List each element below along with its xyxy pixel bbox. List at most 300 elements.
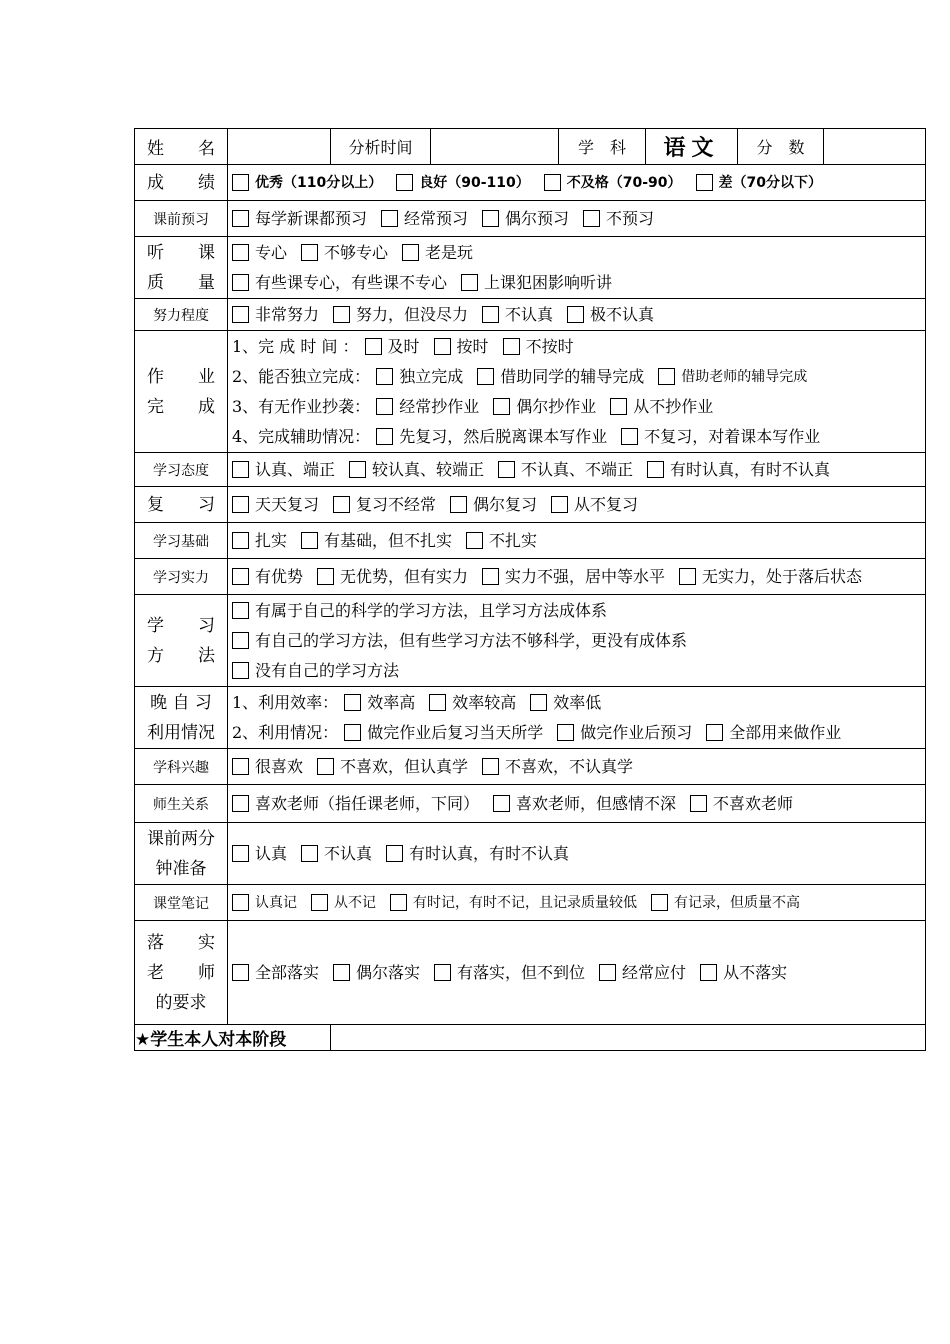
form-row — [135, 823, 926, 885]
option-prefix: 1、利用效率： — [232, 692, 339, 712]
checkbox[interactable] — [651, 894, 668, 911]
checkbox-option[interactable] — [647, 455, 830, 485]
checkbox[interactable] — [450, 496, 467, 513]
checkbox[interactable] — [599, 964, 616, 981]
row-label — [135, 201, 228, 237]
form-row — [135, 201, 926, 237]
options-cell — [228, 201, 926, 237]
checkbox[interactable] — [333, 496, 350, 513]
checkbox-option[interactable] — [386, 839, 569, 869]
checkbox-option[interactable] — [390, 888, 637, 918]
checkbox-label: 不喜欢，不认真学 — [505, 756, 634, 776]
checkbox-option[interactable] — [498, 455, 633, 485]
analysis-time-field[interactable] — [431, 129, 559, 165]
checkbox-option[interactable] — [544, 168, 682, 198]
options-cell — [228, 921, 926, 1025]
checkbox-label: 天天复习 — [255, 494, 320, 514]
self-assessment-label: ★学生本人对本阶段 — [135, 1025, 331, 1051]
checkbox-label: 无优势，但有实力 — [340, 566, 469, 586]
checkbox[interactable] — [232, 602, 249, 619]
checkbox-label: 实力不强，居中等水平 — [505, 566, 666, 586]
checkbox[interactable] — [493, 795, 510, 812]
row-label — [135, 165, 228, 201]
checkbox-label: 不复习，对着课本写作业 — [644, 426, 821, 446]
checkbox-option[interactable] — [232, 839, 287, 869]
checkbox-option[interactable] — [551, 490, 638, 520]
checkbox-option[interactable] — [232, 490, 319, 520]
checkbox-option[interactable] — [658, 362, 807, 392]
checkbox-option[interactable] — [679, 562, 862, 592]
row-label-line: 的要求 — [155, 992, 207, 1013]
row-label — [135, 749, 228, 785]
checkbox-option[interactable] — [700, 958, 787, 988]
checkbox[interactable] — [583, 210, 600, 227]
checkbox-option[interactable] — [381, 204, 468, 234]
checkbox-label: 认真、端正 — [255, 459, 336, 479]
header-row — [135, 129, 926, 165]
row-label-line: 复 习 — [147, 494, 215, 515]
checkbox-option[interactable] — [232, 526, 287, 556]
checkbox-option[interactable] — [434, 958, 585, 988]
checkbox-label: 有属于自己的科学的学习方法，且学习方法成体系 — [255, 600, 608, 620]
option-line — [232, 455, 921, 485]
checkbox[interactable] — [696, 174, 713, 191]
checkbox-label: 全部用来做作业 — [729, 722, 842, 742]
checkbox-label: 按时 — [456, 336, 489, 356]
option-line — [232, 562, 921, 592]
checkbox-label: 上课犯困影响听讲 — [484, 272, 613, 292]
checkbox[interactable] — [567, 306, 584, 323]
checkbox-option[interactable] — [232, 300, 319, 330]
form-row — [135, 885, 926, 921]
checkbox-option[interactable] — [232, 562, 303, 592]
options-cell — [228, 823, 926, 885]
checkbox-option[interactable] — [493, 392, 596, 422]
option-prefix: 3、有无作业抄袭： — [232, 396, 371, 416]
checkbox-label: 有时记，有时不记，且记录质量较低 — [413, 894, 637, 911]
checkbox[interactable] — [232, 795, 249, 812]
checkbox-option[interactable] — [232, 204, 367, 234]
checkbox[interactable] — [700, 964, 717, 981]
options-cell — [228, 595, 926, 687]
checkbox-option[interactable] — [434, 332, 489, 362]
checkbox-option[interactable] — [317, 562, 468, 592]
checkbox[interactable] — [434, 964, 451, 981]
checkbox-label: 从不记 — [334, 894, 376, 911]
checkbox-label: 不够专心 — [324, 242, 389, 262]
checkbox[interactable] — [232, 274, 249, 291]
checkbox-label: 有落实，但不到位 — [457, 962, 586, 982]
checkbox-label: 偶尔复习 — [473, 494, 538, 514]
checkbox-label: 不认真 — [505, 304, 554, 324]
checkbox[interactable] — [232, 496, 249, 513]
row-label — [135, 487, 228, 523]
checkbox[interactable] — [679, 568, 696, 585]
option-line — [232, 789, 921, 819]
form-row — [135, 165, 926, 201]
checkbox[interactable] — [482, 306, 499, 323]
row-label-line: 落 实 — [147, 932, 215, 953]
row-label-line: 课前预习 — [153, 211, 209, 228]
checkbox-label: 效率高 — [367, 692, 416, 712]
checkbox[interactable] — [658, 368, 675, 385]
checkbox-option[interactable] — [301, 238, 388, 268]
checkbox-label: 无实力，处于落后状态 — [702, 566, 863, 586]
checkbox[interactable] — [232, 964, 249, 981]
checkbox-option[interactable] — [232, 958, 319, 988]
checkbox-option[interactable] — [621, 422, 820, 452]
row-label — [135, 331, 228, 453]
checkbox[interactable] — [503, 338, 520, 355]
row-label-line: 师生关系 — [153, 796, 209, 813]
checkbox-label: 独立完成 — [399, 366, 464, 386]
checkbox-option[interactable] — [349, 455, 484, 485]
option-prefix: 2、能否独立完成： — [232, 366, 371, 386]
option-line — [232, 888, 921, 918]
checkbox[interactable] — [376, 368, 393, 385]
checkbox-label: 优秀（110分以上） — [255, 174, 383, 191]
checkbox[interactable] — [344, 694, 361, 711]
checkbox-label: 差（70分以下） — [718, 174, 823, 191]
checkbox-option[interactable] — [651, 888, 800, 918]
option-line — [232, 656, 921, 686]
row-label-line: 课前两分 — [147, 828, 215, 849]
checkbox-option[interactable] — [450, 490, 537, 520]
checkbox-option[interactable] — [333, 490, 436, 520]
checkbox-label: 不喜欢老师 — [713, 793, 794, 813]
checkbox-option[interactable] — [232, 268, 447, 298]
checkbox-label: 很喜欢 — [255, 756, 304, 776]
checkbox[interactable] — [482, 758, 499, 775]
checkbox[interactable] — [301, 845, 318, 862]
options-cell — [228, 237, 926, 299]
option-line — [232, 168, 921, 198]
option-line — [232, 332, 921, 362]
option-line — [232, 688, 921, 718]
checkbox[interactable] — [493, 398, 510, 415]
options-cell — [228, 687, 926, 749]
option-line — [232, 958, 921, 988]
checkbox-label: 经常抄作业 — [399, 396, 480, 416]
checkbox-option[interactable] — [429, 688, 516, 718]
checkbox-label: 做完作业后复习当天所学 — [367, 722, 544, 742]
row-label — [135, 595, 228, 687]
footer-row — [135, 1025, 926, 1051]
row-label — [135, 453, 228, 487]
checkbox-option[interactable] — [232, 888, 297, 918]
checkbox-option[interactable] — [333, 300, 468, 330]
checkbox[interactable] — [365, 338, 382, 355]
score-label: 分 数 — [738, 129, 824, 165]
checkbox[interactable] — [482, 568, 499, 585]
checkbox-label: 借助同学的辅导完成 — [500, 366, 645, 386]
checkbox-label: 每学新课都预习 — [255, 208, 368, 228]
checkbox-label: 喜欢老师（指任课老师，下同） — [255, 793, 480, 813]
checkbox-option[interactable] — [482, 752, 633, 782]
checkbox[interactable] — [530, 694, 547, 711]
row-label-line: 听 课 — [147, 242, 215, 263]
checkbox[interactable] — [232, 662, 249, 679]
row-label-line: 学习实力 — [153, 569, 209, 586]
checkbox-label: 不喜欢，但认真学 — [340, 756, 469, 776]
row-label-line: 质 量 — [147, 272, 215, 293]
checkbox-option[interactable] — [301, 526, 452, 556]
options-cell — [228, 331, 926, 453]
checkbox-option[interactable] — [311, 888, 376, 918]
form-row — [135, 921, 926, 1025]
checkbox[interactable] — [477, 368, 494, 385]
checkbox-option[interactable] — [493, 789, 676, 819]
option-line — [232, 596, 921, 626]
form-row — [135, 237, 926, 299]
checkbox-option[interactable] — [365, 332, 420, 362]
checkbox[interactable] — [232, 758, 249, 775]
options-cell — [228, 523, 926, 559]
checkbox-option[interactable] — [599, 958, 686, 988]
checkbox-option[interactable] — [301, 839, 372, 869]
checkbox-option[interactable] — [557, 718, 692, 748]
checkbox-label: 认真记 — [255, 894, 297, 911]
row-label-line: 完 成 — [147, 396, 215, 417]
options-cell — [228, 165, 926, 201]
checkbox-option[interactable] — [376, 422, 607, 452]
checkbox-label: 效率较高 — [452, 692, 517, 712]
checkbox[interactable] — [381, 210, 398, 227]
checkbox-option[interactable] — [344, 718, 543, 748]
form-row — [135, 487, 926, 523]
row-label — [135, 523, 228, 559]
checkbox-label: 不及格（70-90） — [566, 174, 682, 191]
checkbox-label: 较认真、较端正 — [372, 459, 485, 479]
checkbox-option[interactable] — [482, 562, 665, 592]
form-row — [135, 595, 926, 687]
checkbox-option[interactable] — [232, 789, 479, 819]
row-label-line: 努力程度 — [153, 307, 209, 324]
checkbox-option[interactable] — [402, 238, 473, 268]
checkbox-option[interactable] — [333, 958, 420, 988]
checkbox[interactable] — [301, 532, 318, 549]
checkbox-label: 不认真 — [324, 843, 373, 863]
checkbox[interactable] — [498, 461, 515, 478]
checkbox[interactable] — [376, 428, 393, 445]
checkbox-option[interactable] — [396, 168, 530, 198]
checkbox[interactable] — [621, 428, 638, 445]
checkbox-label: 有时认真，有时不认真 — [670, 459, 831, 479]
options-cell — [228, 453, 926, 487]
checkbox-option[interactable] — [690, 789, 793, 819]
row-label — [135, 559, 228, 595]
checkbox-label: 有时认真，有时不认真 — [409, 843, 570, 863]
checkbox[interactable] — [544, 174, 561, 191]
options-cell — [228, 559, 926, 595]
checkbox[interactable] — [647, 461, 664, 478]
row-label — [135, 885, 228, 921]
student-analysis-form — [134, 128, 926, 1051]
checkbox-label: 不扎实 — [489, 530, 538, 550]
self-assessment-field[interactable] — [331, 1025, 926, 1051]
checkbox[interactable] — [690, 795, 707, 812]
checkbox[interactable] — [232, 845, 249, 862]
checkbox[interactable] — [482, 210, 499, 227]
checkbox[interactable] — [461, 274, 478, 291]
checkbox-label: 先复习，然后脱离课本写作业 — [399, 426, 608, 446]
option-line — [232, 490, 921, 520]
row-label-line: 晚 自 习 — [150, 692, 212, 713]
checkbox-label: 全部落实 — [255, 962, 320, 982]
options-cell — [228, 299, 926, 331]
form-row — [135, 453, 926, 487]
checkbox[interactable] — [376, 398, 393, 415]
checkbox-label: 有优势 — [255, 566, 304, 586]
checkbox[interactable] — [232, 632, 249, 649]
checkbox-label: 偶尔落实 — [356, 962, 421, 982]
checkbox-option[interactable] — [583, 204, 654, 234]
checkbox-option[interactable] — [317, 752, 468, 782]
checkbox-label: 从不抄作业 — [633, 396, 714, 416]
checkbox-option[interactable] — [706, 718, 841, 748]
option-prefix: 4、完成辅助情况： — [232, 426, 371, 446]
subject-label: 学 科 — [559, 129, 646, 165]
score-field[interactable] — [824, 129, 926, 165]
form-row — [135, 523, 926, 559]
row-label-line: 老 师 — [147, 962, 215, 983]
checkbox[interactable] — [429, 694, 446, 711]
checkbox-label: 有记录，但质量不高 — [674, 894, 800, 911]
checkbox-label: 认真 — [255, 843, 288, 863]
checkbox[interactable] — [557, 724, 574, 741]
checkbox[interactable] — [232, 174, 249, 191]
checkbox[interactable] — [311, 894, 328, 911]
checkbox-label: 努力，但没尽力 — [356, 304, 469, 324]
checkbox-option[interactable] — [232, 656, 399, 686]
form-row — [135, 749, 926, 785]
checkbox[interactable] — [402, 244, 419, 261]
checkbox-option[interactable] — [477, 362, 644, 392]
checkbox-option[interactable] — [482, 300, 553, 330]
row-label — [135, 687, 228, 749]
checkbox[interactable] — [349, 461, 366, 478]
checkbox-option[interactable] — [232, 626, 687, 656]
checkbox-label: 非常努力 — [255, 304, 320, 324]
form-row — [135, 785, 926, 823]
checkbox-label: 经常应付 — [622, 962, 687, 982]
row-label-line: 课堂笔记 — [153, 895, 209, 912]
checkbox-option[interactable] — [567, 300, 654, 330]
checkbox-label: 有基础，但不扎实 — [324, 530, 453, 550]
checkbox-option[interactable] — [503, 332, 574, 362]
option-line — [232, 422, 921, 452]
checkbox[interactable] — [232, 894, 249, 911]
row-label-line: 作 业 — [147, 366, 215, 387]
checkbox-label: 从不复习 — [574, 494, 639, 514]
checkbox-label: 有些课专心，有些课不专心 — [255, 272, 448, 292]
option-line — [232, 752, 921, 782]
checkbox-label: 经常预习 — [404, 208, 469, 228]
checkbox-label: 专心 — [255, 242, 288, 262]
checkbox-option[interactable] — [610, 392, 713, 422]
checkbox[interactable] — [317, 758, 334, 775]
checkbox-option[interactable] — [376, 362, 463, 392]
checkbox[interactable] — [396, 174, 413, 191]
option-line — [232, 392, 921, 422]
checkbox-label: 不认真、不端正 — [521, 459, 634, 479]
checkbox[interactable] — [344, 724, 361, 741]
checkbox-option[interactable] — [232, 596, 607, 626]
row-label — [135, 299, 228, 331]
checkbox-option[interactable] — [232, 752, 303, 782]
checkbox[interactable] — [333, 306, 350, 323]
checkbox-label: 极不认真 — [590, 304, 655, 324]
checkbox[interactable] — [232, 244, 249, 261]
row-label-line: 利用情况 — [147, 722, 215, 743]
checkbox-option[interactable] — [232, 168, 382, 198]
option-line — [232, 204, 921, 234]
checkbox[interactable] — [232, 210, 249, 227]
checkbox-option[interactable] — [696, 168, 822, 198]
checkbox-option[interactable] — [344, 688, 415, 718]
option-line — [232, 839, 921, 869]
options-cell — [228, 749, 926, 785]
name-label: 姓 名 — [135, 129, 228, 165]
checkbox[interactable] — [333, 964, 350, 981]
row-label — [135, 237, 228, 299]
checkbox-label: 复习不经常 — [356, 494, 437, 514]
checkbox[interactable] — [466, 532, 483, 549]
checkbox-option[interactable] — [232, 455, 335, 485]
row-label — [135, 921, 228, 1025]
option-line — [232, 362, 921, 392]
row-label-line: 成 绩 — [147, 172, 215, 193]
checkbox-option[interactable] — [466, 526, 537, 556]
subject-value: 语文 — [646, 129, 738, 165]
checkbox[interactable] — [301, 244, 318, 261]
checkbox[interactable] — [317, 568, 334, 585]
row-label-line: 方 法 — [147, 645, 215, 666]
option-prefix: 2、利用情况： — [232, 722, 339, 742]
checkbox-option[interactable] — [232, 238, 287, 268]
checkbox[interactable] — [232, 568, 249, 585]
checkbox[interactable] — [232, 532, 249, 549]
checkbox[interactable] — [386, 845, 403, 862]
checkbox-option[interactable] — [530, 688, 601, 718]
checkbox[interactable] — [232, 461, 249, 478]
checkbox-label: 良好（90-110） — [419, 174, 530, 191]
form-row — [135, 299, 926, 331]
checkbox[interactable] — [610, 398, 627, 415]
checkbox[interactable] — [232, 306, 249, 323]
checkbox[interactable] — [551, 496, 568, 513]
checkbox-option[interactable] — [376, 392, 479, 422]
row-label-line: 学 习 — [147, 615, 215, 636]
checkbox-label: 借助老师的辅导完成 — [681, 368, 808, 385]
row-label-line: 钟准备 — [155, 858, 207, 879]
name-field[interactable] — [228, 129, 331, 165]
checkbox[interactable] — [390, 894, 407, 911]
options-cell — [228, 885, 926, 921]
checkbox-label: 从不落实 — [723, 962, 788, 982]
option-line — [232, 238, 921, 268]
option-line — [232, 626, 921, 656]
checkbox[interactable] — [434, 338, 451, 355]
checkbox[interactable] — [706, 724, 723, 741]
checkbox-option[interactable] — [482, 204, 569, 234]
form-row — [135, 331, 926, 453]
analysis-time-label: 分析时间 — [331, 129, 431, 165]
option-line — [232, 526, 921, 556]
row-label — [135, 823, 228, 885]
checkbox-option[interactable] — [461, 268, 612, 298]
options-cell — [228, 487, 926, 523]
